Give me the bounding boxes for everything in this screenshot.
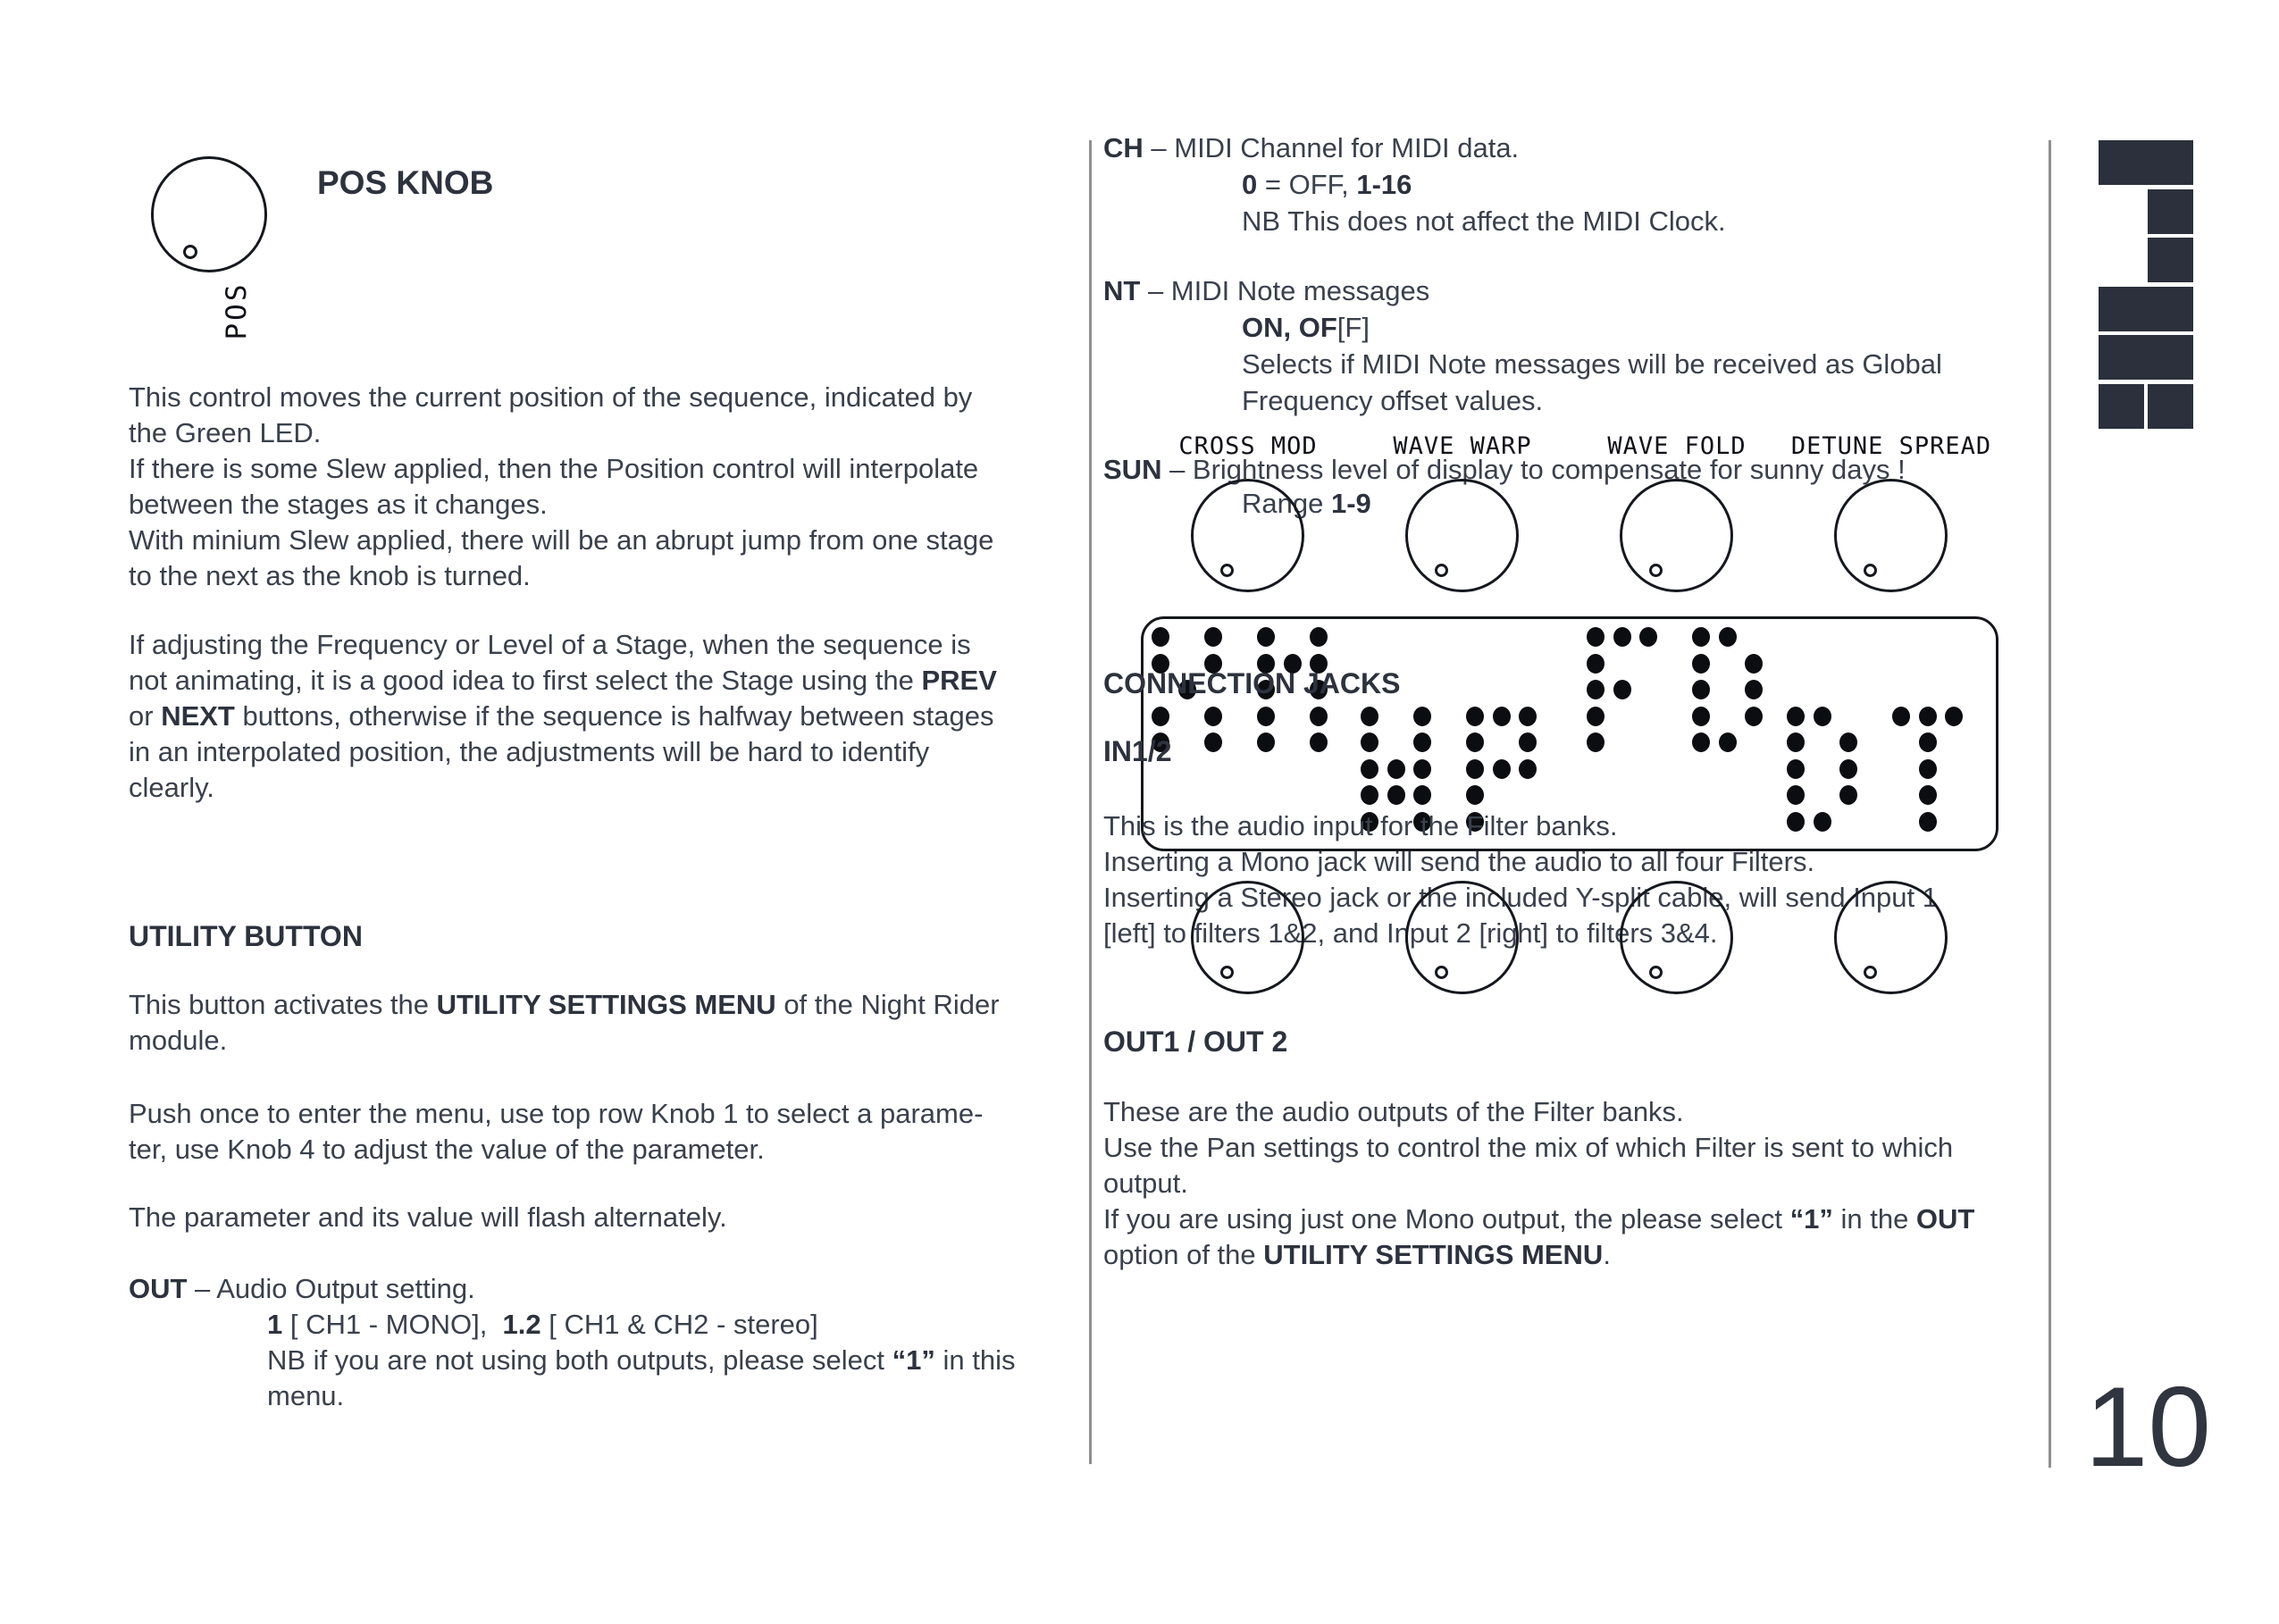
knob-label-wave-warp: WAVE WARP bbox=[1393, 432, 1532, 460]
knob-row2-1 bbox=[1191, 881, 1304, 994]
display-dot bbox=[1466, 785, 1484, 805]
display-dot bbox=[1919, 707, 1937, 726]
text-line: CH – MIDI Channel for MIDI data. bbox=[1103, 132, 1520, 163]
text-line: Inserting a Mono jack will send the audio to all four Filters. bbox=[1103, 846, 1815, 877]
logo-block bbox=[2099, 140, 2193, 185]
text-line: menu. bbox=[267, 1380, 345, 1411]
text-line: 1 [ CH1 - MONO], 1.2 [ CH1 & CH2 - stereo] bbox=[267, 1309, 818, 1340]
display-dot bbox=[1204, 732, 1222, 752]
display-dot bbox=[1719, 732, 1737, 752]
paragraph-out-setting bbox=[129, 1271, 1016, 1414]
display-dot bbox=[1152, 707, 1169, 726]
display-dot bbox=[1257, 627, 1275, 647]
column-divider-rule bbox=[1089, 140, 1092, 1464]
connection-jacks-heading: CONNECTION JACKS bbox=[1103, 667, 1401, 699]
display-dot bbox=[1387, 759, 1405, 779]
knob-indicator-dot bbox=[1864, 966, 1877, 979]
paragraph-position-control bbox=[129, 380, 993, 594]
text-line: NB This does not affect the MIDI Clock. bbox=[1242, 205, 1726, 237]
display-dot bbox=[1361, 759, 1378, 779]
paragraph-utility-push bbox=[129, 1096, 983, 1168]
display-dot bbox=[1310, 627, 1328, 647]
display-dot bbox=[1692, 654, 1710, 674]
pos-knob-indicator-dot bbox=[183, 245, 197, 259]
text-line: If adjusting the Frequency or Level of a Stage, when the sequence is bbox=[129, 629, 971, 660]
knob-label-cross-mod: CROSS MOD bbox=[1178, 432, 1318, 460]
display-dot bbox=[1310, 707, 1328, 726]
knob-detune-spread bbox=[1834, 479, 1948, 592]
display-dot bbox=[1787, 707, 1805, 726]
text-line: If you are using just one Mono output, the please select “1” in the OUT bbox=[1103, 1203, 1975, 1235]
text-line: If there is some Slew applied, then the Position control will interpolate bbox=[129, 453, 979, 484]
text-line: ON, OF[F] bbox=[1242, 312, 1370, 343]
text-line: in an interpolated position, the adjustments will be hard to identify bbox=[129, 736, 930, 767]
text-line: or NEXT buttons, otherwise if the sequence is halfway between stages bbox=[129, 700, 994, 732]
display-dot bbox=[1639, 627, 1657, 647]
display-dot bbox=[1839, 759, 1857, 779]
display-dot bbox=[1519, 759, 1537, 779]
knob-row2-4 bbox=[1834, 881, 1948, 994]
display-dot bbox=[1692, 627, 1710, 647]
display-dot bbox=[1945, 707, 1963, 726]
text-line: NT – MIDI Note messages bbox=[1103, 275, 1430, 306]
text-line: This control moves the current position of the sequence, indicated by bbox=[129, 381, 973, 413]
out1-out2-heading: OUT1 / OUT 2 bbox=[1103, 1025, 1288, 1058]
display-dot bbox=[1919, 785, 1937, 805]
in12-heading: IN1/2 bbox=[1103, 735, 1172, 767]
logo-block bbox=[2148, 189, 2193, 234]
paragraph-utility-flash bbox=[129, 1200, 727, 1235]
text-line: to the next as the knob is turned. bbox=[129, 560, 531, 591]
display-dot bbox=[1310, 732, 1328, 752]
display-dot bbox=[1152, 627, 1169, 647]
display-dot bbox=[1493, 707, 1511, 726]
pos-knob-panel-label: POS bbox=[221, 281, 253, 340]
text-line: Use the Pan settings to control the mix of which Filter is sent to which bbox=[1103, 1132, 1954, 1163]
display-dot bbox=[1692, 707, 1710, 726]
text-line: SUN – Brightness level of display to compensate for sunny days ! bbox=[1103, 454, 1906, 485]
knob-label-detune-spread: DETUNE SPREAD bbox=[1790, 432, 1992, 460]
text-line: option of the UTILITY SETTINGS MENU. bbox=[1103, 1239, 1611, 1270]
logo-block bbox=[2099, 287, 2193, 331]
text-line: [left] to filters 1&2, and Input 2 [right] to filters 3&4. bbox=[1103, 917, 1718, 949]
knob-indicator-dot bbox=[1435, 966, 1448, 979]
display-dot bbox=[1413, 707, 1431, 726]
display-dot bbox=[1519, 707, 1537, 726]
display-dot bbox=[1361, 707, 1378, 726]
text-line: module. bbox=[129, 1025, 228, 1056]
text-line: 0 = OFF, 1-16 bbox=[1242, 169, 1412, 200]
knob-cross-mod bbox=[1191, 479, 1304, 592]
display-dot bbox=[1745, 654, 1763, 674]
knob-indicator-dot bbox=[1220, 564, 1234, 577]
display-dot bbox=[1493, 759, 1511, 779]
display-dot bbox=[1814, 707, 1831, 726]
logo-block bbox=[2148, 238, 2193, 282]
display-dot bbox=[1466, 759, 1484, 779]
display-dot bbox=[1413, 732, 1431, 752]
text-line: This button activates the UTILITY SETTINGS MENU of the Night Rider bbox=[129, 989, 1000, 1020]
knob-wave-warp bbox=[1405, 479, 1519, 592]
knob-indicator-dot bbox=[1220, 966, 1234, 979]
text-line: between the stages as it changes. bbox=[129, 489, 548, 520]
text-line: ter, use Knob 4 to adjust the value of the parameter. bbox=[129, 1134, 765, 1165]
text-line: clearly. bbox=[129, 772, 214, 803]
logo-block bbox=[2099, 384, 2144, 429]
knob-indicator-dot bbox=[1649, 966, 1663, 979]
knob-indicator-dot bbox=[1864, 564, 1877, 577]
text-line: Push once to enter the menu, use top row Knob 1 to select a parame- bbox=[129, 1098, 984, 1129]
utility-button-heading: UTILITY BUTTON bbox=[129, 920, 363, 952]
display-dot bbox=[1892, 707, 1910, 726]
display-dot bbox=[1919, 732, 1937, 752]
display-dot bbox=[1587, 654, 1605, 674]
logo-block bbox=[2148, 384, 2193, 429]
display-dot bbox=[1387, 785, 1405, 805]
text-line: Frequency offset values. bbox=[1242, 385, 1544, 416]
display-dot bbox=[1919, 759, 1937, 779]
text-line: Inserting a Stereo jack or the included Y-split cable, will send Input 1 bbox=[1103, 882, 1938, 913]
display-dot bbox=[1413, 759, 1431, 779]
paragraph-adjusting-stage bbox=[129, 627, 997, 806]
right-margin-rule bbox=[2049, 140, 2051, 1468]
display-dot bbox=[1787, 732, 1805, 752]
knob-label-wave-fold: WAVE FOLD bbox=[1607, 432, 1747, 460]
display-dot bbox=[1719, 627, 1737, 647]
text-line: not animating, it is a good idea to first select the Stage using the PREV bbox=[129, 665, 997, 696]
display-dot bbox=[1839, 785, 1857, 805]
knob-wave-fold bbox=[1620, 479, 1733, 592]
display-dot bbox=[1587, 680, 1605, 699]
display-dot bbox=[1839, 732, 1857, 752]
display-dot bbox=[1745, 707, 1763, 726]
paragraph-midi-note bbox=[1103, 272, 1942, 419]
text-line: With minium Slew applied, there will be an abrupt jump from one stage bbox=[129, 524, 994, 556]
display-dot bbox=[1413, 785, 1431, 805]
pos-knob-heading: POS KNOB bbox=[317, 164, 494, 201]
display-dot bbox=[1257, 707, 1275, 726]
display-dot bbox=[1204, 707, 1222, 726]
display-dot bbox=[1466, 707, 1484, 726]
text-line: This is the audio input for the Filter banks. bbox=[1103, 810, 1618, 841]
text-line: OUT – Audio Output setting. bbox=[129, 1273, 475, 1304]
text-line: Selects if MIDI Note messages will be received as Global bbox=[1242, 348, 1942, 380]
display-dot bbox=[1204, 627, 1222, 647]
text-line: These are the audio outputs of the Filter banks. bbox=[1103, 1096, 1684, 1127]
knob-indicator-dot bbox=[1435, 564, 1448, 577]
display-dot bbox=[1587, 707, 1605, 726]
display-dot bbox=[1787, 759, 1805, 779]
display-dot bbox=[1361, 785, 1378, 805]
display-dot bbox=[1466, 732, 1484, 752]
display-dot bbox=[1692, 732, 1710, 752]
display-dot bbox=[1587, 732, 1605, 752]
text-line: The parameter and its value will flash alternately. bbox=[129, 1201, 727, 1233]
display-dot bbox=[1787, 785, 1805, 805]
text-line: NB if you are not using both outputs, please select “1” in this bbox=[267, 1344, 1016, 1376]
display-dot bbox=[1692, 680, 1710, 699]
display-dot bbox=[1587, 627, 1605, 647]
text-line: the Green LED. bbox=[129, 417, 322, 448]
knob-indicator-dot bbox=[1649, 564, 1663, 577]
display-dot bbox=[1257, 732, 1275, 752]
display-dot bbox=[1613, 627, 1631, 647]
text-line: Range 1-9 bbox=[1242, 488, 1371, 519]
paragraph-midi-channel bbox=[1103, 130, 1726, 239]
display-dot bbox=[1361, 732, 1378, 752]
knob-row2-3 bbox=[1620, 881, 1733, 994]
logo-block bbox=[2099, 335, 2193, 380]
paragraph-utility-activate bbox=[129, 987, 1000, 1059]
paragraph-audio-outputs bbox=[1103, 1094, 1974, 1273]
display-dot bbox=[1613, 680, 1631, 699]
page-number: 10 bbox=[2084, 1363, 2211, 1490]
display-dot bbox=[1745, 680, 1763, 699]
text-line: output. bbox=[1103, 1168, 1188, 1199]
display-dot bbox=[1519, 732, 1537, 752]
knob-row2-2 bbox=[1405, 881, 1519, 994]
pos-knob-diagram bbox=[151, 156, 267, 272]
